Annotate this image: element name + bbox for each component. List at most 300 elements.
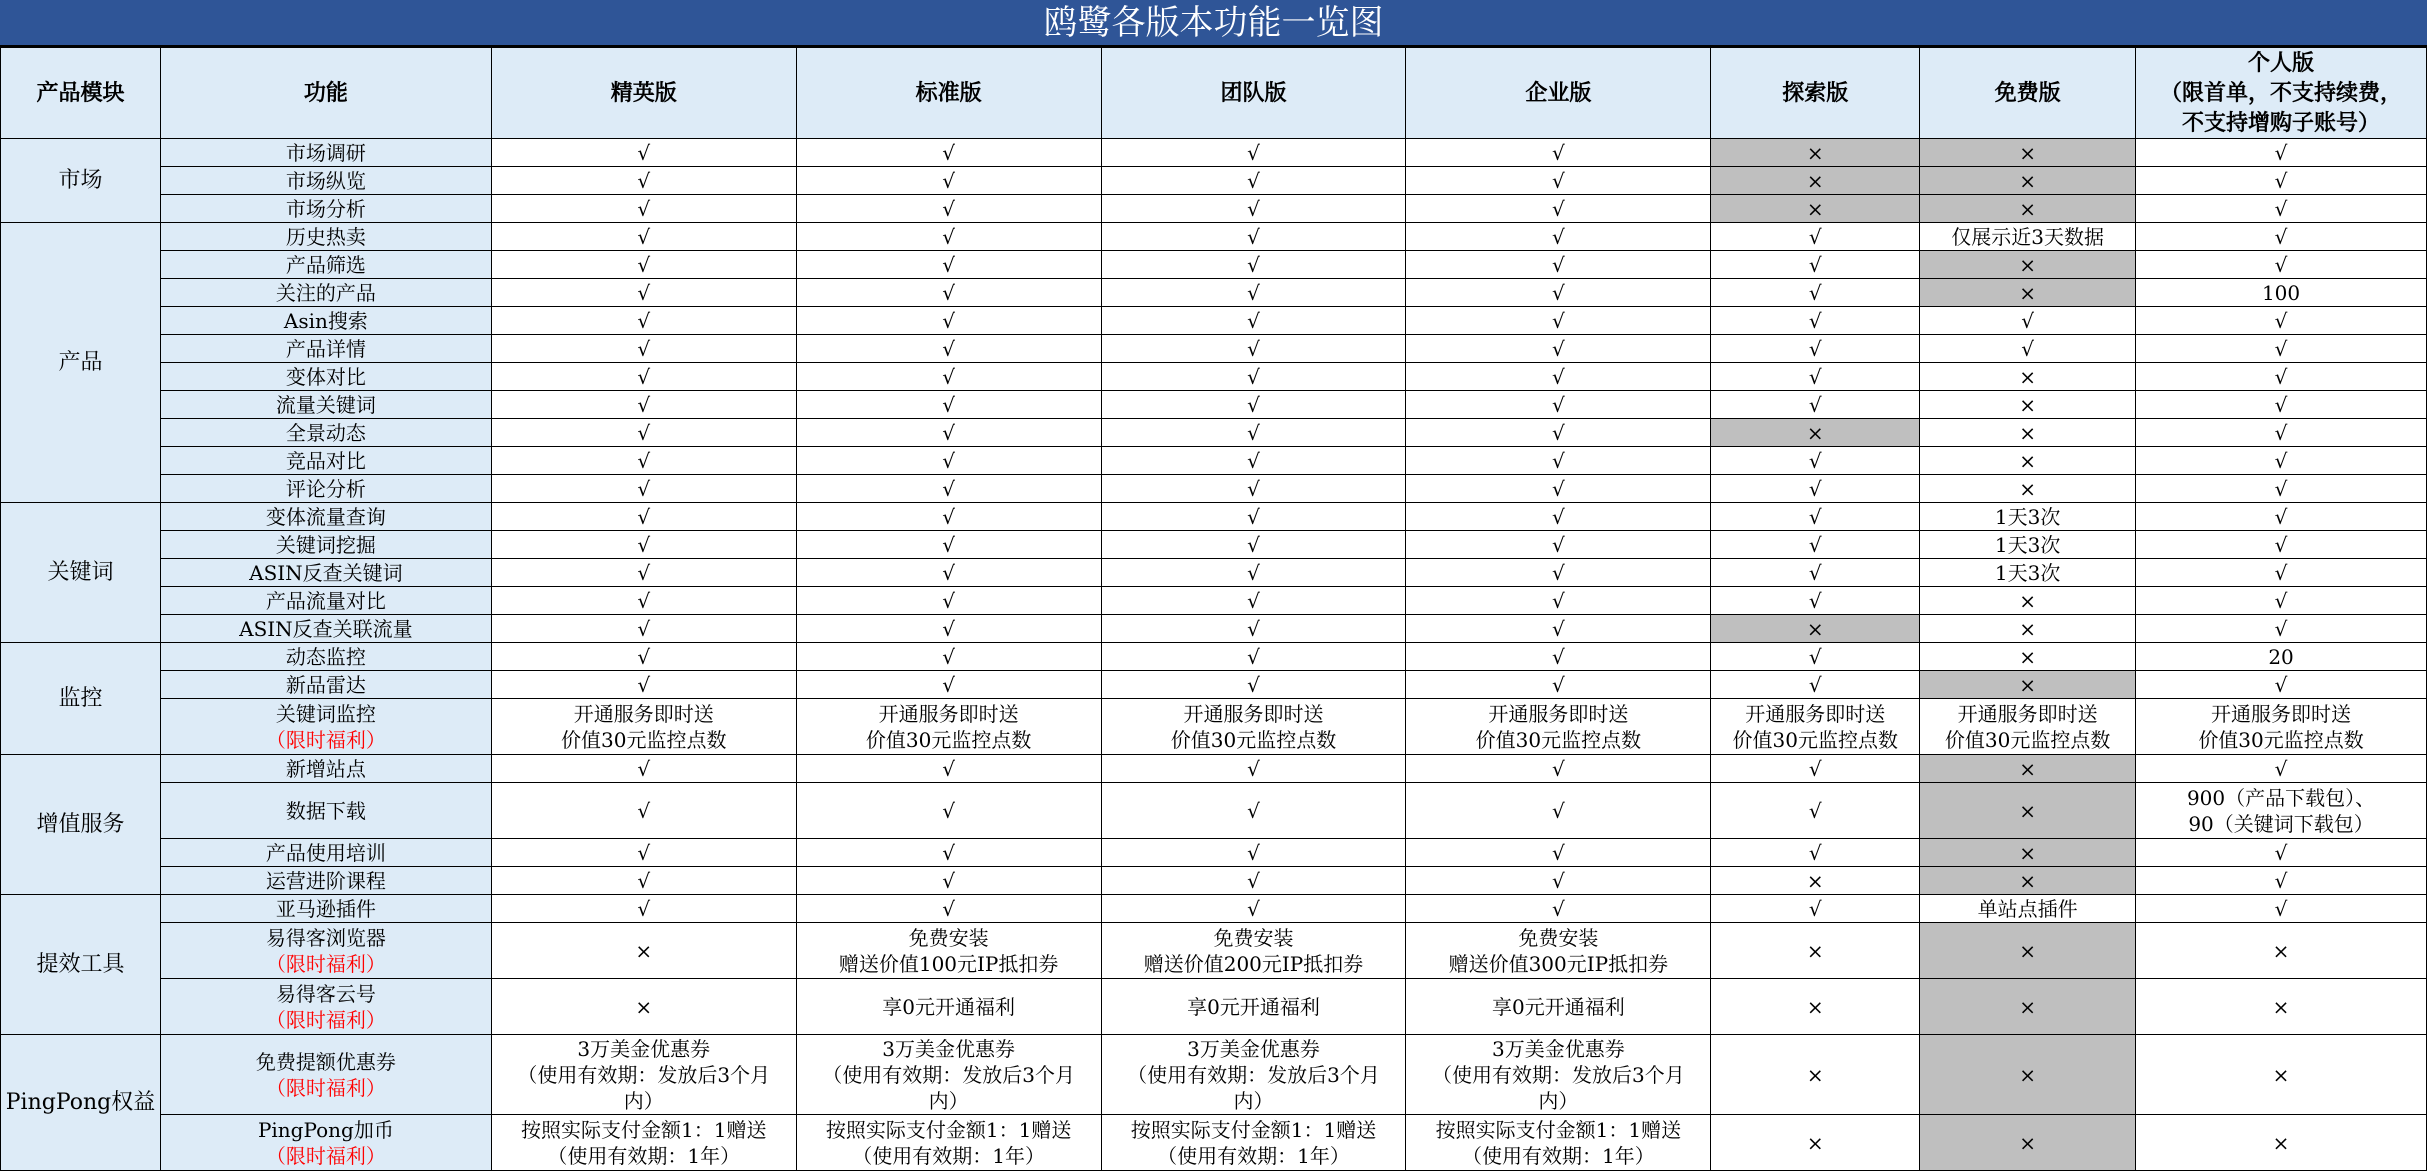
value-cell: √: [1711, 503, 1920, 531]
feature-label: 免费提额优惠券: [255, 1049, 396, 1074]
value-cell: [796, 923, 1101, 979]
value-cell: ×: [1920, 979, 2136, 1035]
value-cell: √: [491, 363, 796, 391]
feature-label: 关键词监控: [275, 701, 376, 726]
value-cell: ×: [2136, 923, 2427, 979]
value-cell: √: [2136, 363, 2427, 391]
value-line: 赠送价值200元IP抵扣券: [1143, 951, 1364, 976]
value-cell: √: [491, 895, 796, 923]
module-cell: PingPong权益: [1, 1035, 161, 1171]
value-cell: √: [1406, 167, 1711, 195]
value-cell: √: [796, 839, 1101, 867]
value-cell: √: [491, 195, 796, 223]
value-cell: √: [1101, 559, 1406, 587]
feature-label: PingPong加币: [257, 1117, 394, 1142]
header-personal: [2136, 48, 2427, 139]
value-line: 赠送价值300元IP抵扣券: [1448, 951, 1669, 976]
value-cell: √: [796, 503, 1101, 531]
value-cell: √: [1101, 195, 1406, 223]
value-cell: ×: [1920, 671, 2136, 699]
value-cell: √: [796, 783, 1101, 839]
value-cell: √: [491, 783, 796, 839]
value-cell: √: [1711, 755, 1920, 783]
value-cell: √: [491, 167, 796, 195]
value-cell: √: [1101, 839, 1406, 867]
table-row: [1, 895, 2427, 923]
value-cell: √: [2136, 251, 2427, 279]
value-cell: √: [1406, 307, 1711, 335]
value-cell: √: [1406, 531, 1711, 559]
value-line: 内）: [623, 1088, 664, 1113]
value-cell: [1711, 699, 1920, 755]
feature-cell: 流量关键词: [160, 391, 491, 419]
value-cell: ×: [1920, 195, 2136, 223]
value-line: 90（关键词下载包）: [2188, 811, 2374, 836]
value-cell: √: [796, 391, 1101, 419]
sheet-title: 鸥鹭各版本功能一览图: [0, 0, 2427, 47]
value-cell: √: [1711, 335, 1920, 363]
value-line: 价值30元监控点数: [1732, 727, 1898, 752]
header-team: 团队版: [1101, 48, 1406, 139]
value-cell: ×: [1920, 839, 2136, 867]
value-line: 按照实际支付金额1：1赠送: [825, 1117, 1072, 1142]
feature-cell: 运营进阶课程: [160, 867, 491, 895]
value-cell: ×: [1920, 447, 2136, 475]
value-cell: √: [1406, 251, 1711, 279]
table-row: [1, 559, 2427, 587]
value-cell: √: [1711, 671, 1920, 699]
value-line: 3万美金优惠券: [882, 1036, 1015, 1061]
value-cell: √: [2136, 559, 2427, 587]
value-cell: √: [1101, 335, 1406, 363]
value-cell: √: [2136, 503, 2427, 531]
value-cell: ×: [1711, 195, 1920, 223]
feature-cell: 产品详情: [160, 335, 491, 363]
feature-cell: ASIN反查关联流量: [160, 615, 491, 643]
value-cell: √: [1711, 839, 1920, 867]
value-cell: [1920, 699, 2136, 755]
value-cell: √: [796, 195, 1101, 223]
table-row: [1, 195, 2427, 223]
feature-cell: 产品筛选: [160, 251, 491, 279]
value-cell: √: [796, 223, 1101, 251]
value-cell: √: [1711, 279, 1920, 307]
value-cell: √: [796, 335, 1101, 363]
value-cell: √: [491, 839, 796, 867]
module-cell: 提效工具: [1, 895, 161, 1035]
value-cell: [1406, 923, 1711, 979]
value-cell: ×: [2136, 1115, 2427, 1171]
table-row: [1, 755, 2427, 783]
value-cell: √: [1711, 223, 1920, 251]
value-cell: √: [1711, 559, 1920, 587]
value-line: 免费安装: [1518, 925, 1599, 950]
value-cell: √: [796, 867, 1101, 895]
value-cell: √: [1101, 363, 1406, 391]
value-cell: √: [2136, 335, 2427, 363]
value-line: 开通服务即时送: [1183, 701, 1324, 726]
feature-cell: 市场调研: [160, 139, 491, 167]
table-row: [1, 307, 2427, 335]
feature-cell: 全景动态: [160, 419, 491, 447]
value-line: （使用有效期：发放后3个月: [517, 1062, 771, 1087]
value-cell: [1101, 1115, 1406, 1171]
value-cell: 20: [2136, 643, 2427, 671]
value-cell: √: [796, 279, 1101, 307]
value-line: 内）: [1538, 1088, 1579, 1113]
feature-cell: 数据下载: [160, 783, 491, 839]
value-line: 开通服务即时送: [573, 701, 714, 726]
value-cell: 仅展示近3天数据: [1920, 223, 2136, 251]
value-cell: ×: [1920, 167, 2136, 195]
module-cell: 市场: [1, 139, 161, 223]
value-cell: ×: [1920, 1115, 2136, 1171]
value-line: 3万美金优惠券: [1491, 1036, 1625, 1061]
value-cell: 1天3次: [1920, 559, 2136, 587]
value-cell: √: [1101, 307, 1406, 335]
value-line: 开通服务即时送: [1957, 701, 2098, 726]
value-cell: √: [1406, 615, 1711, 643]
feature-cell: 市场纵览: [160, 167, 491, 195]
feature-cell: 亚马逊插件: [160, 895, 491, 923]
value-cell: √: [1406, 195, 1711, 223]
value-cell: √: [796, 615, 1101, 643]
header-free: 免费版: [1920, 48, 2136, 139]
promo-label: （限时福利）: [265, 1143, 386, 1168]
value-cell: 1天3次: [1920, 531, 2136, 559]
table-row: [1, 671, 2427, 699]
table-row: [1, 1035, 2427, 1115]
value-cell: √: [796, 755, 1101, 783]
feature-cell: [160, 923, 491, 979]
value-line: 价值30元监控点数: [2198, 727, 2364, 752]
table-row: [1, 1115, 2427, 1171]
value-cell: 1天3次: [1920, 503, 2136, 531]
value-cell: [491, 699, 796, 755]
feature-cell: 竞品对比: [160, 447, 491, 475]
table-row: [1, 475, 2427, 503]
value-cell: ×: [1920, 587, 2136, 615]
value-cell: ×: [1920, 615, 2136, 643]
value-cell: ×: [1711, 867, 1920, 895]
value-cell: [796, 1035, 1101, 1115]
header-feature: 功能: [160, 48, 491, 139]
value-cell: [491, 1115, 796, 1171]
value-cell: ×: [1711, 419, 1920, 447]
table-row: [1, 643, 2427, 671]
value-cell: [2136, 783, 2427, 839]
value-cell: ×: [2136, 979, 2427, 1035]
value-cell: ×: [1920, 643, 2136, 671]
table-row: [1, 251, 2427, 279]
module-cell: 监控: [1, 643, 161, 755]
value-cell: √: [1711, 587, 1920, 615]
value-cell: √: [491, 559, 796, 587]
value-cell: √: [1101, 615, 1406, 643]
table-row: [1, 223, 2427, 251]
value-line: 开通服务即时送: [1745, 701, 1886, 726]
value-cell: ×: [1920, 279, 2136, 307]
feature-cell: 产品使用培训: [160, 839, 491, 867]
header-row: [1, 48, 2427, 139]
value-cell: √: [1101, 895, 1406, 923]
value-cell: √: [2136, 615, 2427, 643]
feature-cell: [160, 979, 491, 1035]
table-row: [1, 167, 2427, 195]
table-row: [1, 447, 2427, 475]
value-cell: √: [2136, 419, 2427, 447]
value-cell: √: [491, 755, 796, 783]
value-cell: √: [2136, 391, 2427, 419]
table-row: [1, 923, 2427, 979]
value-line: （使用有效期：发放后3个月: [822, 1062, 1075, 1087]
table-row: [1, 363, 2427, 391]
value-cell: [1406, 699, 1711, 755]
value-line: 价值30元监控点数: [1170, 727, 1337, 752]
feature-cell: 动态监控: [160, 643, 491, 671]
table-row: [1, 139, 2427, 167]
value-cell: √: [491, 475, 796, 503]
value-cell: ×: [491, 979, 796, 1035]
value-cell: √: [1101, 139, 1406, 167]
value-cell: [1101, 699, 1406, 755]
table-row: [1, 279, 2427, 307]
value-cell: [491, 1035, 796, 1115]
value-cell: √: [491, 223, 796, 251]
feature-label: 易得客浏览器: [265, 925, 386, 950]
value-cell: √: [1101, 251, 1406, 279]
value-cell: √: [1711, 363, 1920, 391]
table-row: [1, 839, 2427, 867]
value-cell: √: [796, 447, 1101, 475]
feature-cell: [160, 1115, 491, 1171]
value-line: 赠送价值100元IP抵扣券: [838, 951, 1059, 976]
value-cell: √: [1406, 223, 1711, 251]
value-cell: √: [1406, 559, 1711, 587]
value-cell: √: [1920, 335, 2136, 363]
value-cell: √: [491, 643, 796, 671]
value-cell: ×: [2136, 1035, 2427, 1115]
value-line: 价值30元监控点数: [561, 727, 727, 752]
feature-cell: 变体流量查询: [160, 503, 491, 531]
value-line: 按照实际支付金额1：1赠送: [1435, 1117, 1682, 1142]
value-cell: ×: [1920, 755, 2136, 783]
value-line: 开通服务即时送: [2211, 701, 2352, 726]
value-cell: √: [1406, 643, 1711, 671]
value-cell: √: [796, 895, 1101, 923]
value-line: 免费安装: [1213, 925, 1294, 950]
table-row: [1, 615, 2427, 643]
value-cell: √: [1711, 895, 1920, 923]
value-cell: √: [491, 671, 796, 699]
value-cell: √: [491, 139, 796, 167]
value-cell: [796, 1115, 1101, 1171]
value-cell: √: [1406, 839, 1711, 867]
value-cell: √: [1406, 419, 1711, 447]
table-row: [1, 419, 2427, 447]
value-cell: √: [1711, 447, 1920, 475]
value-cell: √: [1406, 279, 1711, 307]
value-cell: ×: [1920, 923, 2136, 979]
feature-cell: [160, 1035, 491, 1115]
feature-cell: 变体对比: [160, 363, 491, 391]
value-cell: ×: [1920, 363, 2136, 391]
value-cell: √: [491, 335, 796, 363]
value-cell: √: [491, 531, 796, 559]
feature-cell: 历史热卖: [160, 223, 491, 251]
value-cell: ×: [1920, 391, 2136, 419]
value-cell: √: [491, 867, 796, 895]
value-cell: √: [1101, 503, 1406, 531]
value-cell: ×: [1920, 867, 2136, 895]
value-cell: ×: [1711, 167, 1920, 195]
value-cell: √: [796, 251, 1101, 279]
value-cell: √: [1406, 895, 1711, 923]
value-cell: ×: [1711, 615, 1920, 643]
promo-label: （限时福利）: [265, 951, 386, 976]
value-cell: √: [1711, 783, 1920, 839]
value-cell: √: [1101, 391, 1406, 419]
value-cell: √: [2136, 475, 2427, 503]
table-row: [1, 503, 2427, 531]
value-cell: √: [491, 251, 796, 279]
value-cell: √: [796, 531, 1101, 559]
header-personal-line1: 个人版: [2248, 50, 2315, 76]
value-cell: √: [1406, 755, 1711, 783]
feature-cell: 评论分析: [160, 475, 491, 503]
value-line: 价值30元监控点数: [1475, 727, 1642, 752]
module-cell: 关键词: [1, 503, 161, 643]
feature-table: [0, 47, 2427, 1171]
value-line: （使用有效期：1年）: [1461, 1143, 1655, 1168]
value-cell: [1101, 923, 1406, 979]
value-cell: √: [796, 167, 1101, 195]
promo-label: （限时福利）: [265, 1007, 386, 1032]
value-cell: 享0元开通福利: [1406, 979, 1711, 1035]
value-cell: √: [491, 503, 796, 531]
value-line: 3万美金优惠券: [1187, 1036, 1320, 1061]
value-cell: √: [491, 615, 796, 643]
value-cell: √: [796, 419, 1101, 447]
value-cell: ×: [1920, 139, 2136, 167]
value-cell: √: [1711, 475, 1920, 503]
feature-cell: 新品雷达: [160, 671, 491, 699]
value-line: （使用有效期：1年）: [1157, 1143, 1350, 1168]
header-personal-line3: 不支持增购子账号）: [2182, 110, 2381, 136]
value-cell: ×: [1920, 475, 2136, 503]
value-cell: √: [2136, 531, 2427, 559]
value-cell: ×: [1920, 419, 2136, 447]
header-elite: 精英版: [491, 48, 796, 139]
value-line: 按照实际支付金额1：1赠送: [1130, 1117, 1377, 1142]
feature-label: 易得客云号: [275, 981, 376, 1006]
value-line: （使用有效期：发放后3个月: [1431, 1062, 1685, 1087]
value-line: 价值30元监控点数: [865, 727, 1032, 752]
feature-cell: [160, 699, 491, 755]
promo-label: （限时福利）: [265, 1075, 386, 1100]
value-cell: √: [1101, 867, 1406, 895]
value-cell: √: [1101, 167, 1406, 195]
table-row: [1, 531, 2427, 559]
value-cell: √: [2136, 167, 2427, 195]
value-cell: √: [1711, 391, 1920, 419]
value-cell: √: [1920, 307, 2136, 335]
value-cell: √: [796, 559, 1101, 587]
module-cell: 产品: [1, 223, 161, 503]
value-cell: √: [1711, 251, 1920, 279]
feature-cell: 新增站点: [160, 755, 491, 783]
value-cell: √: [796, 363, 1101, 391]
value-cell: √: [796, 475, 1101, 503]
value-line: 按照实际支付金额1：1赠送: [521, 1117, 767, 1142]
value-cell: √: [1101, 223, 1406, 251]
value-cell: √: [1406, 503, 1711, 531]
value-cell: ×: [1711, 1035, 1920, 1115]
value-cell: √: [2136, 671, 2427, 699]
value-cell: [1101, 1035, 1406, 1115]
value-cell: 享0元开通福利: [1101, 979, 1406, 1035]
header-explore: 探索版: [1711, 48, 1920, 139]
value-line: （使用有效期：发放后3个月: [1127, 1062, 1380, 1087]
value-cell: 100: [2136, 279, 2427, 307]
header-standard: 标准版: [796, 48, 1101, 139]
value-cell: √: [1101, 643, 1406, 671]
value-line: 开通服务即时送: [878, 701, 1019, 726]
header-personal-line2: （限首单，不支持续费，: [2160, 80, 2403, 106]
value-cell: √: [1101, 587, 1406, 615]
value-cell: √: [796, 139, 1101, 167]
value-cell: [1406, 1035, 1711, 1115]
value-cell: √: [1711, 531, 1920, 559]
value-line: 免费安装: [908, 925, 989, 950]
value-cell: √: [1101, 419, 1406, 447]
header-module: 产品模块: [1, 48, 161, 139]
value-cell: √: [1101, 475, 1406, 503]
table-row: [1, 867, 2427, 895]
value-line: 价值30元监控点数: [1944, 727, 2111, 752]
feature-cell: Asin搜索: [160, 307, 491, 335]
value-cell: √: [1101, 671, 1406, 699]
value-cell: √: [1406, 363, 1711, 391]
value-cell: √: [491, 279, 796, 307]
value-cell: √: [491, 447, 796, 475]
value-cell: √: [1101, 279, 1406, 307]
value-cell: √: [796, 643, 1101, 671]
value-cell: √: [796, 671, 1101, 699]
value-cell: √: [1711, 307, 1920, 335]
value-cell: √: [1101, 447, 1406, 475]
value-cell: √: [2136, 867, 2427, 895]
value-cell: √: [491, 587, 796, 615]
value-cell: √: [796, 307, 1101, 335]
value-cell: ×: [1711, 1115, 1920, 1171]
promo-label: （限时福利）: [265, 727, 386, 752]
value-cell: [2136, 699, 2427, 755]
value-line: 900（产品下载包）、: [2186, 785, 2376, 810]
feature-cell: ASIN反查关键词: [160, 559, 491, 587]
value-cell: [1406, 1115, 1711, 1171]
value-cell: 单站点插件: [1920, 895, 2136, 923]
value-cell: √: [2136, 223, 2427, 251]
value-line: 开通服务即时送: [1488, 701, 1629, 726]
feature-cell: 关键词挖掘: [160, 531, 491, 559]
module-cell: 增值服务: [1, 755, 161, 895]
value-line: 内）: [1233, 1088, 1274, 1113]
table-row: [1, 587, 2427, 615]
value-cell: √: [1406, 447, 1711, 475]
value-cell: √: [2136, 587, 2427, 615]
header-enterprise: 企业版: [1406, 48, 1711, 139]
